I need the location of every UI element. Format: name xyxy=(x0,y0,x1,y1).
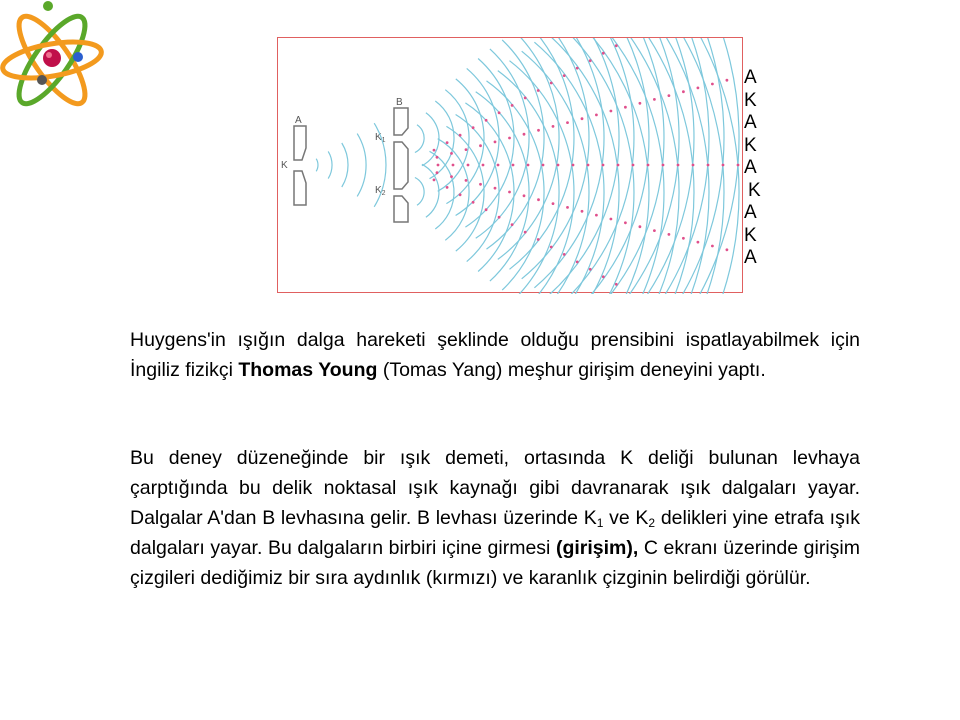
paragraph2-text: Bu deney düzeneğinde bir ışık demeti, ortasında K deliği bulunan levhaya çarptığında bu delik noktasal ışık kaynağı gibi davranarak ışık dalgaları yayar. Dalgalar A'dan B levhasına gelir. B levhası üzerinde K xyxy=(130,447,860,529)
bright-point xyxy=(653,229,656,232)
wavefront-arc xyxy=(316,159,318,172)
bright-point xyxy=(446,186,449,189)
wavefront-arc xyxy=(328,151,332,178)
bright-point xyxy=(465,148,468,151)
bright-point xyxy=(692,164,695,167)
fringe-label: A xyxy=(744,112,757,133)
bright-point xyxy=(497,164,500,167)
bright-point xyxy=(572,164,575,167)
bright-point xyxy=(576,261,579,264)
bright-point xyxy=(668,233,671,236)
bright-point xyxy=(436,156,439,159)
plate-b xyxy=(394,108,408,222)
bright-point xyxy=(485,119,488,122)
bright-point xyxy=(595,214,598,217)
bright-point xyxy=(624,221,627,224)
fringe-label: K xyxy=(744,224,757,246)
fringe-label: A xyxy=(744,202,757,223)
bright-point xyxy=(682,90,685,93)
bright-point xyxy=(677,164,680,167)
k2-subscript: 2 xyxy=(648,516,656,530)
bright-point xyxy=(726,248,729,251)
bright-point xyxy=(550,82,553,85)
bright-point xyxy=(668,94,671,97)
bright-point xyxy=(587,164,590,167)
bright-point xyxy=(639,102,642,105)
thomas-young-name: Thomas Young xyxy=(238,359,378,381)
paragraph-experiment-setup xyxy=(130,443,860,593)
bright-point xyxy=(550,246,553,249)
fringe-label: K xyxy=(744,134,757,156)
bright-point xyxy=(707,164,710,167)
fringe-label: K xyxy=(748,179,761,201)
k1-subscript: 1 xyxy=(596,516,604,530)
bright-point xyxy=(566,206,569,209)
bright-point xyxy=(726,79,729,82)
fringe-label: A xyxy=(744,157,757,178)
bright-point xyxy=(581,117,584,120)
bright-point xyxy=(697,241,700,244)
bright-point xyxy=(479,183,482,186)
bright-point xyxy=(610,218,613,221)
wavefront-arc xyxy=(415,125,424,153)
bright-point xyxy=(450,152,453,155)
bright-point xyxy=(610,110,613,113)
bright-point xyxy=(511,223,514,226)
bright-point xyxy=(697,87,700,90)
plate-a-label: A xyxy=(295,115,302,126)
bright-point xyxy=(508,191,511,194)
bright-point xyxy=(722,164,725,167)
plate-a-hole-label: K xyxy=(281,160,288,171)
bright-point xyxy=(615,44,618,47)
bright-point xyxy=(653,98,656,101)
bright-point xyxy=(465,179,468,182)
interference-wave-drawing xyxy=(278,38,744,294)
bright-point xyxy=(537,198,540,201)
wavefront-arc xyxy=(342,143,348,187)
paragraph2-text: ve K xyxy=(603,507,649,529)
bright-point xyxy=(602,52,605,55)
bright-point xyxy=(467,164,470,167)
bright-point xyxy=(511,104,514,107)
interference-term: (girişim), xyxy=(555,537,639,559)
paragraph2-text: delikleri yine etrafa ışık dalgaları yayar. Bu dalgaların birbiri içine girmesi xyxy=(130,507,861,559)
paragraph1-text-end: (Tomas Yang) meşhur girişim deneyini yaptı. xyxy=(377,359,766,381)
bright-point xyxy=(563,253,566,256)
bright-point xyxy=(524,231,527,234)
bright-point xyxy=(711,83,714,86)
bright-point xyxy=(589,268,592,271)
bright-point xyxy=(459,134,462,137)
bright-point xyxy=(452,164,455,167)
bright-point xyxy=(433,149,436,152)
wavefront-arc xyxy=(575,38,649,294)
bright-point xyxy=(537,129,540,132)
bright-point xyxy=(566,121,569,124)
bright-point xyxy=(639,225,642,228)
bright-point xyxy=(552,202,555,205)
bright-point xyxy=(624,106,627,109)
wavefront-arc xyxy=(430,151,455,229)
bright-point xyxy=(617,164,620,167)
bright-point xyxy=(632,164,635,167)
bright-point xyxy=(537,238,540,241)
bright-point xyxy=(563,74,566,77)
paragraph1-text: Huygens'in ışığın dalga hareketi şeklinde olduğu prensibini ispatlayabilmek için İngiliz fizikçi xyxy=(130,329,860,381)
bright-point xyxy=(494,187,497,190)
slit-wavefronts xyxy=(415,38,739,294)
bright-point xyxy=(450,175,453,178)
bright-point xyxy=(602,275,605,278)
bright-point xyxy=(494,141,497,144)
bright-point xyxy=(524,97,527,100)
paragraph-young-intro xyxy=(130,325,860,385)
bright-point xyxy=(433,179,436,182)
bright-point xyxy=(472,126,475,129)
fringe-label: A xyxy=(744,67,757,88)
bright-point xyxy=(682,237,685,240)
bright-point xyxy=(662,164,665,167)
bright-point xyxy=(557,164,560,167)
bright-point xyxy=(576,67,579,70)
fringe-label: K xyxy=(744,89,757,111)
bright-point xyxy=(436,171,439,174)
bright-point xyxy=(647,164,650,167)
bright-point xyxy=(595,114,598,117)
plate-b-label: B xyxy=(396,97,403,108)
wavefront-arc xyxy=(510,61,574,294)
bright-point xyxy=(615,283,618,286)
double-slit-diagram xyxy=(277,37,743,293)
bright-point xyxy=(498,111,501,114)
bright-point xyxy=(602,164,605,167)
bright-point xyxy=(523,194,526,197)
bright-point xyxy=(537,89,540,92)
wavefront-arc xyxy=(415,178,424,206)
plate-a xyxy=(294,126,306,205)
bright-point xyxy=(527,164,530,167)
bright-point xyxy=(552,125,555,128)
bright-point xyxy=(581,210,584,213)
bright-point xyxy=(485,208,488,211)
bright-point xyxy=(437,164,440,167)
wavefront-arc xyxy=(456,68,499,215)
slit1-label: $K_1$ xyxy=(375,132,386,144)
fringe-label: A xyxy=(744,247,757,268)
atom-icon xyxy=(0,0,108,122)
wavefront-arc xyxy=(456,115,499,262)
bright-point xyxy=(446,141,449,144)
bright-point xyxy=(737,164,740,167)
fringe-labels xyxy=(744,67,774,270)
bright-point xyxy=(508,137,511,140)
bright-point xyxy=(498,216,501,219)
wavefront-arc xyxy=(357,134,366,197)
bright-point xyxy=(512,164,515,167)
paragraph2-text-end: C ekranı üzerinde girişim çizgileri dediğimiz bir sıra aydınlık (kırmızı) ve karanlık çizginin belirdiği görülür. xyxy=(130,537,860,589)
bright-point xyxy=(479,144,482,147)
bright-point xyxy=(482,164,485,167)
slit2-label: $K_2$ xyxy=(375,185,386,197)
bright-point xyxy=(542,164,545,167)
wavefront-arc xyxy=(430,101,455,179)
bright-point xyxy=(589,59,592,62)
bright-point xyxy=(459,193,462,196)
wavefront-arc xyxy=(575,38,649,294)
bright-point xyxy=(523,133,526,136)
bright-point xyxy=(472,201,475,204)
bright-point xyxy=(711,245,714,248)
